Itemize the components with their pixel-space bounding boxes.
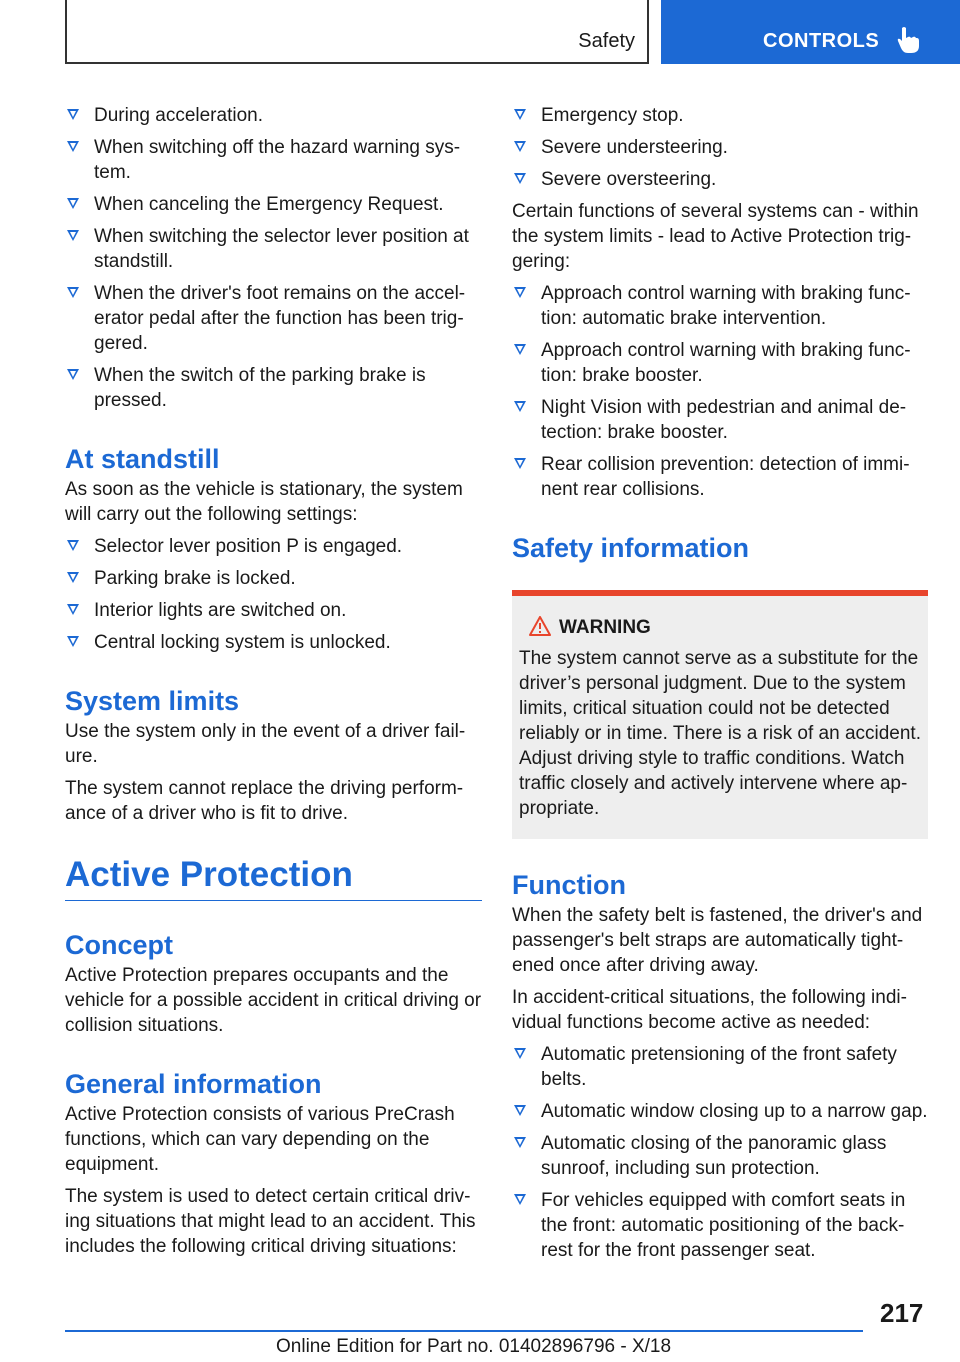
general-text-2: The system is used to detect certain critical driv-ing situations that might lead to an accident. This includes the following critical driving situations: [65,1186,476,1257]
bullet-triangle-icon [67,141,79,152]
bullet-triangle-icon [67,540,79,551]
bullet-triangle-icon [67,572,79,583]
heading-system-limits: System limits [65,686,240,716]
heading-active-protection: Active Protection [65,854,482,901]
warning-triangle-icon [529,616,551,636]
page-number: 217 [880,1298,924,1328]
bullet-triangle-icon [67,369,79,380]
warning-text: The system cannot serve as a substitute for the driver’s personal judgment. Due to the system limits, critical situation could not be detected reliably or in time. There is a risk of an accident. Adjust driving style to traffic conditions. Watch traffic closely and actively intervene where ap-propriate. [519,648,921,819]
warning-box [512,590,928,839]
footer-divider [65,1330,863,1332]
list-item: For vehicles equipped with comfort seats in the front: automatic positioning of the back-rest for the front passenger seat. [512,1188,928,1263]
list-item: Central locking system is unlocked. [65,630,482,655]
list-item: During acceleration. [65,103,482,128]
bullet-triangle-icon [67,198,79,209]
list-item: When switching the selector lever position at standstill. [65,224,482,274]
function-list [512,1042,928,1263]
heading-function: Function [512,870,626,900]
bullet-triangle-icon [67,109,79,120]
header-chapter-title: CONTROLS [763,30,880,52]
heading-concept: Concept [65,930,173,960]
bullet-triangle-icon [514,458,526,469]
list-item: When the switch of the parking brake is pressed. [65,363,482,413]
bullet-triangle-icon [514,141,526,152]
list-item: Parking brake is locked. [65,566,482,591]
standstill-text: As soon as the vehicle is stationary, the system will carry out the following settings: [65,479,463,525]
standstill-list [65,534,482,655]
bullet-triangle-icon [514,173,526,184]
right-column [512,103,928,1263]
heading-safety-information: Safety information [512,533,750,563]
footer-edition: Online Edition for Part no. 01402896796 - X/18 [276,1336,672,1357]
certain-functions-list [512,281,928,502]
list-item: Automatic closing of the panoramic glass sunroof, including sun protection. [512,1131,928,1181]
list-item: Emergency stop. [512,103,928,128]
list-item: Approach control warning with braking func-tion: automatic brake intervention. [512,281,928,331]
pointing-hand-icon [896,26,922,54]
list-item: Automatic pretensioning of the front safety belts. [512,1042,928,1092]
bullet-triangle-icon [514,1048,526,1059]
bullet-triangle-icon [514,1137,526,1148]
bullet-triangle-icon [67,287,79,298]
list-item: Night Vision with pedestrian and animal de-tection: brake booster. [512,395,928,445]
function-text-1: When the safety belt is fastened, the driver's and passenger's belt straps are automatically tight-ened once after driving away. [512,905,923,976]
heading-at-standstill: At standstill [65,444,220,474]
conditions-list [65,103,482,413]
limits-text-1: Use the system only in the event of a driver fail-ure. [65,721,466,767]
list-item: Selector lever position P is engaged. [65,534,482,559]
header-chapter-box [661,0,960,64]
bullet-triangle-icon [514,287,526,298]
bullet-triangle-icon [514,344,526,355]
list-item: When the driver's foot remains on the accel-erator pedal after the function has been trig-gered. [65,281,482,356]
bullet-triangle-icon [67,604,79,615]
left-column [65,103,482,1259]
list-item: Severe understeering. [512,135,928,160]
list-item: Rear collision prevention: detection of immi-nent rear collisions. [512,452,928,502]
bullet-triangle-icon [67,230,79,241]
function-text-2: In accident-critical situations, the following indi-vidual functions become active as needed: [512,987,907,1033]
warning-title: WARNING [519,616,921,640]
heading-general-information: General information [65,1069,322,1099]
bullet-triangle-icon [514,1194,526,1205]
limits-text-2: The system cannot replace the driving perform-ance of a driver who is fit to drive. [65,778,464,824]
bullet-triangle-icon [514,109,526,120]
list-item: When switching off the hazard warning sys-tem. [65,135,482,185]
bullet-triangle-icon [514,401,526,412]
bullet-triangle-icon [514,1105,526,1116]
bullet-triangle-icon [67,636,79,647]
certain-functions-text: Certain functions of several systems can - within the system limits - lead to Active Protection trig-gering: [512,201,919,272]
list-item: Automatic window closing up to a narrow gap. [512,1099,928,1124]
list-item: Approach control warning with braking func-tion: brake booster. [512,338,928,388]
header-section-box [65,0,649,64]
list-item: When canceling the Emergency Request. [65,192,482,217]
general-text-1: Active Protection consists of various PreCrash functions, which can vary depending on the equipment. [65,1104,455,1175]
header-section-title: Safety [578,30,635,52]
list-item: Interior lights are switched on. [65,598,482,623]
list-item: Severe oversteering. [512,167,928,192]
concept-text: Active Protection prepares occupants and the vehicle for a possible accident in critical driving or collision situations. [65,965,482,1036]
critical-situations-list [512,103,928,192]
